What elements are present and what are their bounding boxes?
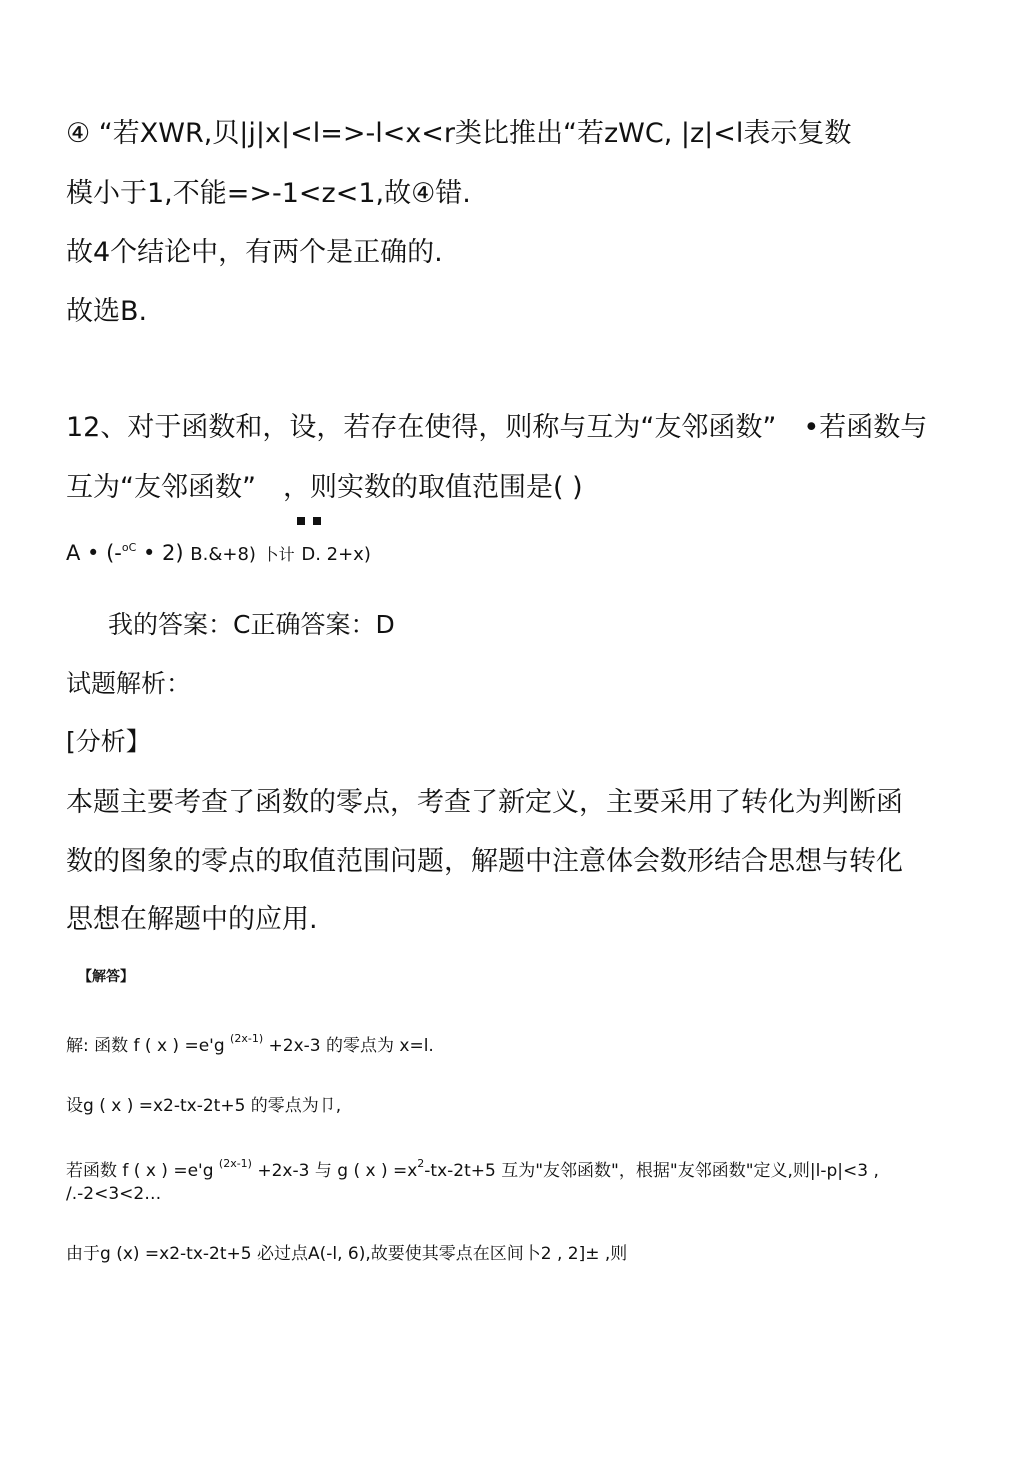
my-answer-line: 我的答案：C正确答案：D bbox=[108, 610, 395, 639]
solution-line-1-end: +2x-3 的零点为 x=l. bbox=[263, 1036, 434, 1056]
analysis-tag: [分析】 bbox=[66, 727, 151, 756]
option-c-text: 卜计 bbox=[262, 545, 295, 564]
solution-line-1-start: 解: 函数 f ( x ) =e'g bbox=[66, 1036, 231, 1056]
option-a-superscript: oC bbox=[121, 541, 137, 554]
question-12-line-2: 互为“友邻函数” ，则实数的取值范围是( ) bbox=[66, 472, 583, 503]
option-a-end: • 2) bbox=[136, 541, 184, 565]
conclusion-4-line: ④ “若XWR,贝|j|x|<l=>-l<x<r类比推出“若zWC, |z|<l表示复数 bbox=[66, 118, 852, 149]
conclusion-4-result-line: 模小于1,不能=>-1<z<1,故④错. bbox=[66, 178, 471, 209]
choice-line: 故选B. bbox=[66, 296, 148, 327]
analysis-text-line-2: 数的图象的零点的取值范围问题，解题中注意体会数形结合思想与转化 bbox=[66, 846, 903, 877]
solution-line-4: /.-2<3<2… bbox=[66, 1184, 162, 1204]
analysis-text-line-1: 本题主要考查了函数的零点，考查了新定义，主要采用了转化为判断函 bbox=[66, 787, 903, 818]
analysis-text-line-3: 思想在解题中的应用. bbox=[66, 904, 318, 935]
question-12-line-1: 12、对于函数和，设，若存在使得，则称与互为“友邻函数” •若函数与 bbox=[66, 412, 928, 443]
answer-options bbox=[66, 541, 371, 565]
solution-line-3-exponent: 2 bbox=[417, 1157, 425, 1170]
solution-line-3-start: 若函数 f ( x ) =e'g bbox=[66, 1161, 219, 1181]
conclusion-count-line: 故4个结论中，有两个是正确的. bbox=[66, 237, 443, 268]
solution-line-2: 设g ( x ) =x2-tx-2t+5 的零点为卩, bbox=[66, 1096, 342, 1116]
square-mark-icon bbox=[313, 517, 321, 525]
analysis-heading: 试题解析： bbox=[66, 669, 192, 698]
solution-line-1 bbox=[66, 1031, 434, 1056]
option-a-text: A • (- bbox=[66, 541, 122, 565]
option-b-text: B.&+8) bbox=[190, 544, 256, 565]
solution-line-3-end: -tx-2t+5 互为"友邻函数"，根据"友邻函数"定义,则|l-p|<3 , bbox=[424, 1161, 879, 1181]
solution-line-3 bbox=[66, 1156, 879, 1181]
solution-line-3-middle: +2x-3 与 g ( x ) =x bbox=[251, 1161, 418, 1181]
solution-line-1-superscript: (2x-1) bbox=[230, 1032, 264, 1045]
solution-line-3-superscript: (2x-1) bbox=[218, 1157, 252, 1170]
solution-heading: 【解答】 bbox=[78, 969, 134, 985]
option-d-text: D. 2+x) bbox=[301, 544, 371, 565]
solution-line-5: 由于g (x) =x2-tx-2t+5 必过点A(-l, 6),故要使其零点在区间卜2 , 2]± ,则 bbox=[66, 1244, 628, 1264]
square-mark-icon bbox=[297, 517, 305, 525]
